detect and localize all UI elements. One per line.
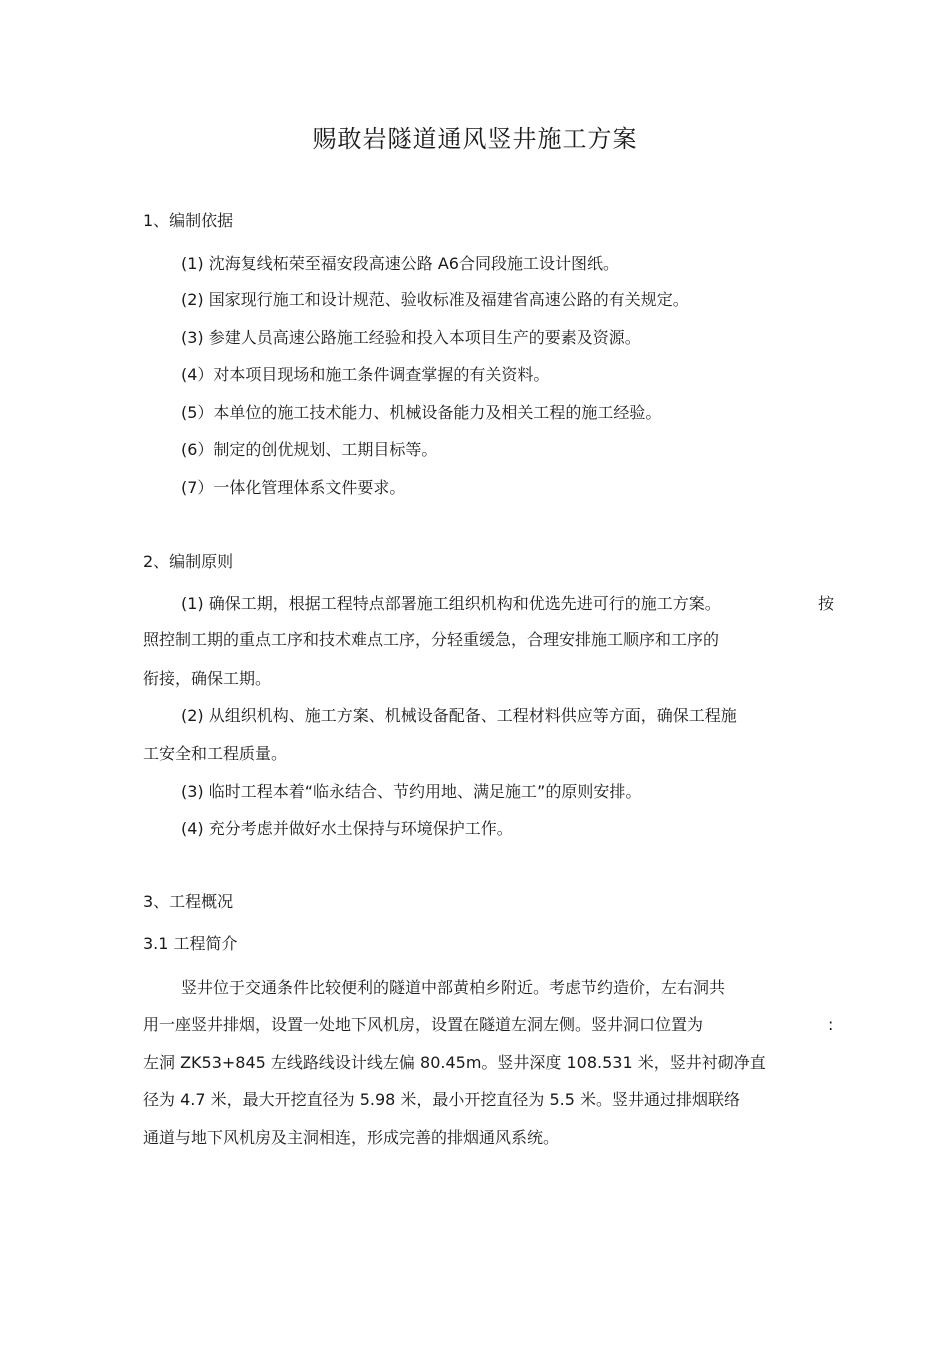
list-item: (6）制定的创优规划、工期目标等。 (181, 440, 438, 459)
paragraph-line: 竖井位于交通条件比较便利的隧道中部黄柏乡附近。考虑节约造价，左右洞共 (181, 978, 726, 997)
section-heading: 1、编制依据 (143, 211, 234, 230)
list-item: (7）一体化管理体系文件要求。 (181, 478, 406, 497)
paragraph-line: 用一座竖井排烟，设置一处地下风机房，设置在隧道左洞左侧。竖井洞口位置为 (143, 1015, 704, 1034)
list-item: (1) 沈海复线柘荣至福安段高速公路 A6合同段施工设计图纸。 (181, 254, 619, 273)
paragraph-line: 衔接，确保工期。 (143, 669, 272, 688)
paragraph-line: 左洞 ZK53+845 左线路线设计线左偏 80.45m。竖井深度 108.531 米，竖井衬砌净直 (143, 1053, 766, 1072)
list-item: (5）本单位的施工技术能力、机械设备能力及相关工程的施工经验。 (181, 403, 662, 422)
paragraph-line: 通道与地下风机房及主洞相连，形成完善的排烟通风系统。 (143, 1128, 560, 1147)
section-heading: 2、编制原则 (143, 552, 234, 571)
list-item: (2) 国家现行施工和设计规范、验收标准及福建省高速公路的有关规定。 (181, 290, 689, 309)
paragraph-line: 照控制工期的重点工序和技术难点工序，分轻重缓急，合理安排施工顺序和工序的 (143, 630, 720, 649)
paragraph-line: (4) 充分考虑并做好水土保持与环境保护工作。 (181, 819, 513, 838)
document-title: 赐敢岩隧道通风竖井施工方案 (312, 125, 638, 153)
subsection-heading: 3.1 工程简介 (143, 934, 238, 953)
paragraph-line: (1) 确保工期，根据工程特点部署施工组织机构和优选先进可行的施工方案。 (181, 594, 721, 613)
list-item: (3) 参建人员高速公路施工经验和投入本项目生产的要素及资源。 (181, 328, 641, 347)
section-heading: 3、工程概况 (143, 892, 234, 911)
paragraph-line: 径为 4.7 米，最大开挖直径为 5.98 米，最小开挖直径为 5.5 米。竖井通过排烟联络 (143, 1090, 741, 1109)
paragraph-line: 工安全和工程质量。 (143, 744, 288, 763)
paragraph-line-tail: 按 (818, 594, 835, 613)
list-item: (4）对本项目现场和施工条件调查掌握的有关资料。 (181, 365, 550, 384)
paragraph-line: (2) 从组织机构、施工方案、机械设备配备、工程材料供应等方面，确保工程施 (181, 706, 737, 725)
paragraph-line-tail: : (828, 1015, 834, 1034)
paragraph-line: (3) 临时工程本着“临永结合、节约用地、满足施工”的原则安排。 (181, 782, 642, 801)
